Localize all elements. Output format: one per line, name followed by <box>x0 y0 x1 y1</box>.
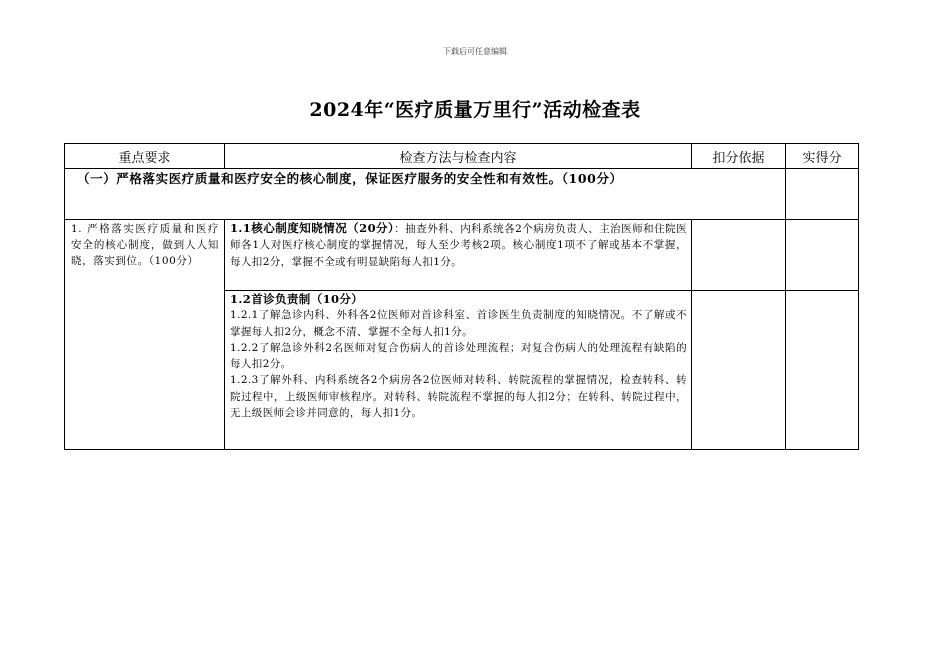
header-method-content: 检查方法与检查内容 <box>225 144 692 169</box>
sub-item: 1.2.3了解外科、内科系统各2个病房各2位医师对转科、转院流程的掌握情况，检查转科、转院过程中，上级医师审核程序。对转科、转院流程不掌握的每人扣2分；在转科、转院过程中，无上级医师会诊并同意的，每人扣1分。 <box>230 374 687 420</box>
score-cell <box>786 220 859 291</box>
section-row <box>65 169 859 220</box>
header-key-requirements: 重点要求 <box>65 144 225 169</box>
item-body: ：抽查外科、内科系统各2个病房负责人、主治医师和住院医师各1人对医疗核心制度的掌握情况，每人至少考核2项。核心制度1项不了解或基本不掌握，每人扣2分，掌握不全或有明显缺陷每人扣1分。 <box>230 223 687 268</box>
section-heading: （一）严格落实医疗质量和医疗安全的核心制度，保证医疗服务的安全性和有效性。（100分） <box>77 171 623 186</box>
content-cell <box>225 291 692 450</box>
sub-item: 1.2.2了解急诊外科2名医师对复合伤病人的首诊处理流程；对复合伤病人的处理流程有缺陷的每人扣2分。 <box>230 341 687 371</box>
deduction-cell <box>692 291 786 450</box>
item-title: 1.1核心制度知晓情况（20分） <box>230 221 395 235</box>
section-score-cell <box>786 169 859 220</box>
deduction-cell <box>692 220 786 291</box>
document-title: 2024年“医疗质量万里行”活动检查表 <box>309 99 641 121</box>
table-header-row <box>65 144 859 169</box>
header-actual-score: 实得分 <box>786 144 859 169</box>
sub-item: 1.2.1了解急诊内科、外科各2位医师对首诊科室、首诊医生负责制度的知晓情况。不了解或不掌握每人扣2分，概念不清、掌握不全每人扣1分。 <box>230 309 687 338</box>
content-cell <box>225 220 692 291</box>
inspection-table <box>64 143 859 450</box>
score-cell <box>786 291 859 450</box>
item-title: 1.2首诊负责制（10分） <box>230 292 364 306</box>
header-note: 下载后可任意编辑 <box>443 47 507 56</box>
header-deduction-basis: 扣分依据 <box>692 144 786 169</box>
table-row <box>65 220 859 291</box>
section-heading-cell <box>65 169 786 220</box>
requirement-text: 1. 严格落实医疗质量和医疗安全的核心制度，做到人人知晓，落实到位。（100分） <box>71 223 219 268</box>
requirement-cell <box>65 220 225 450</box>
